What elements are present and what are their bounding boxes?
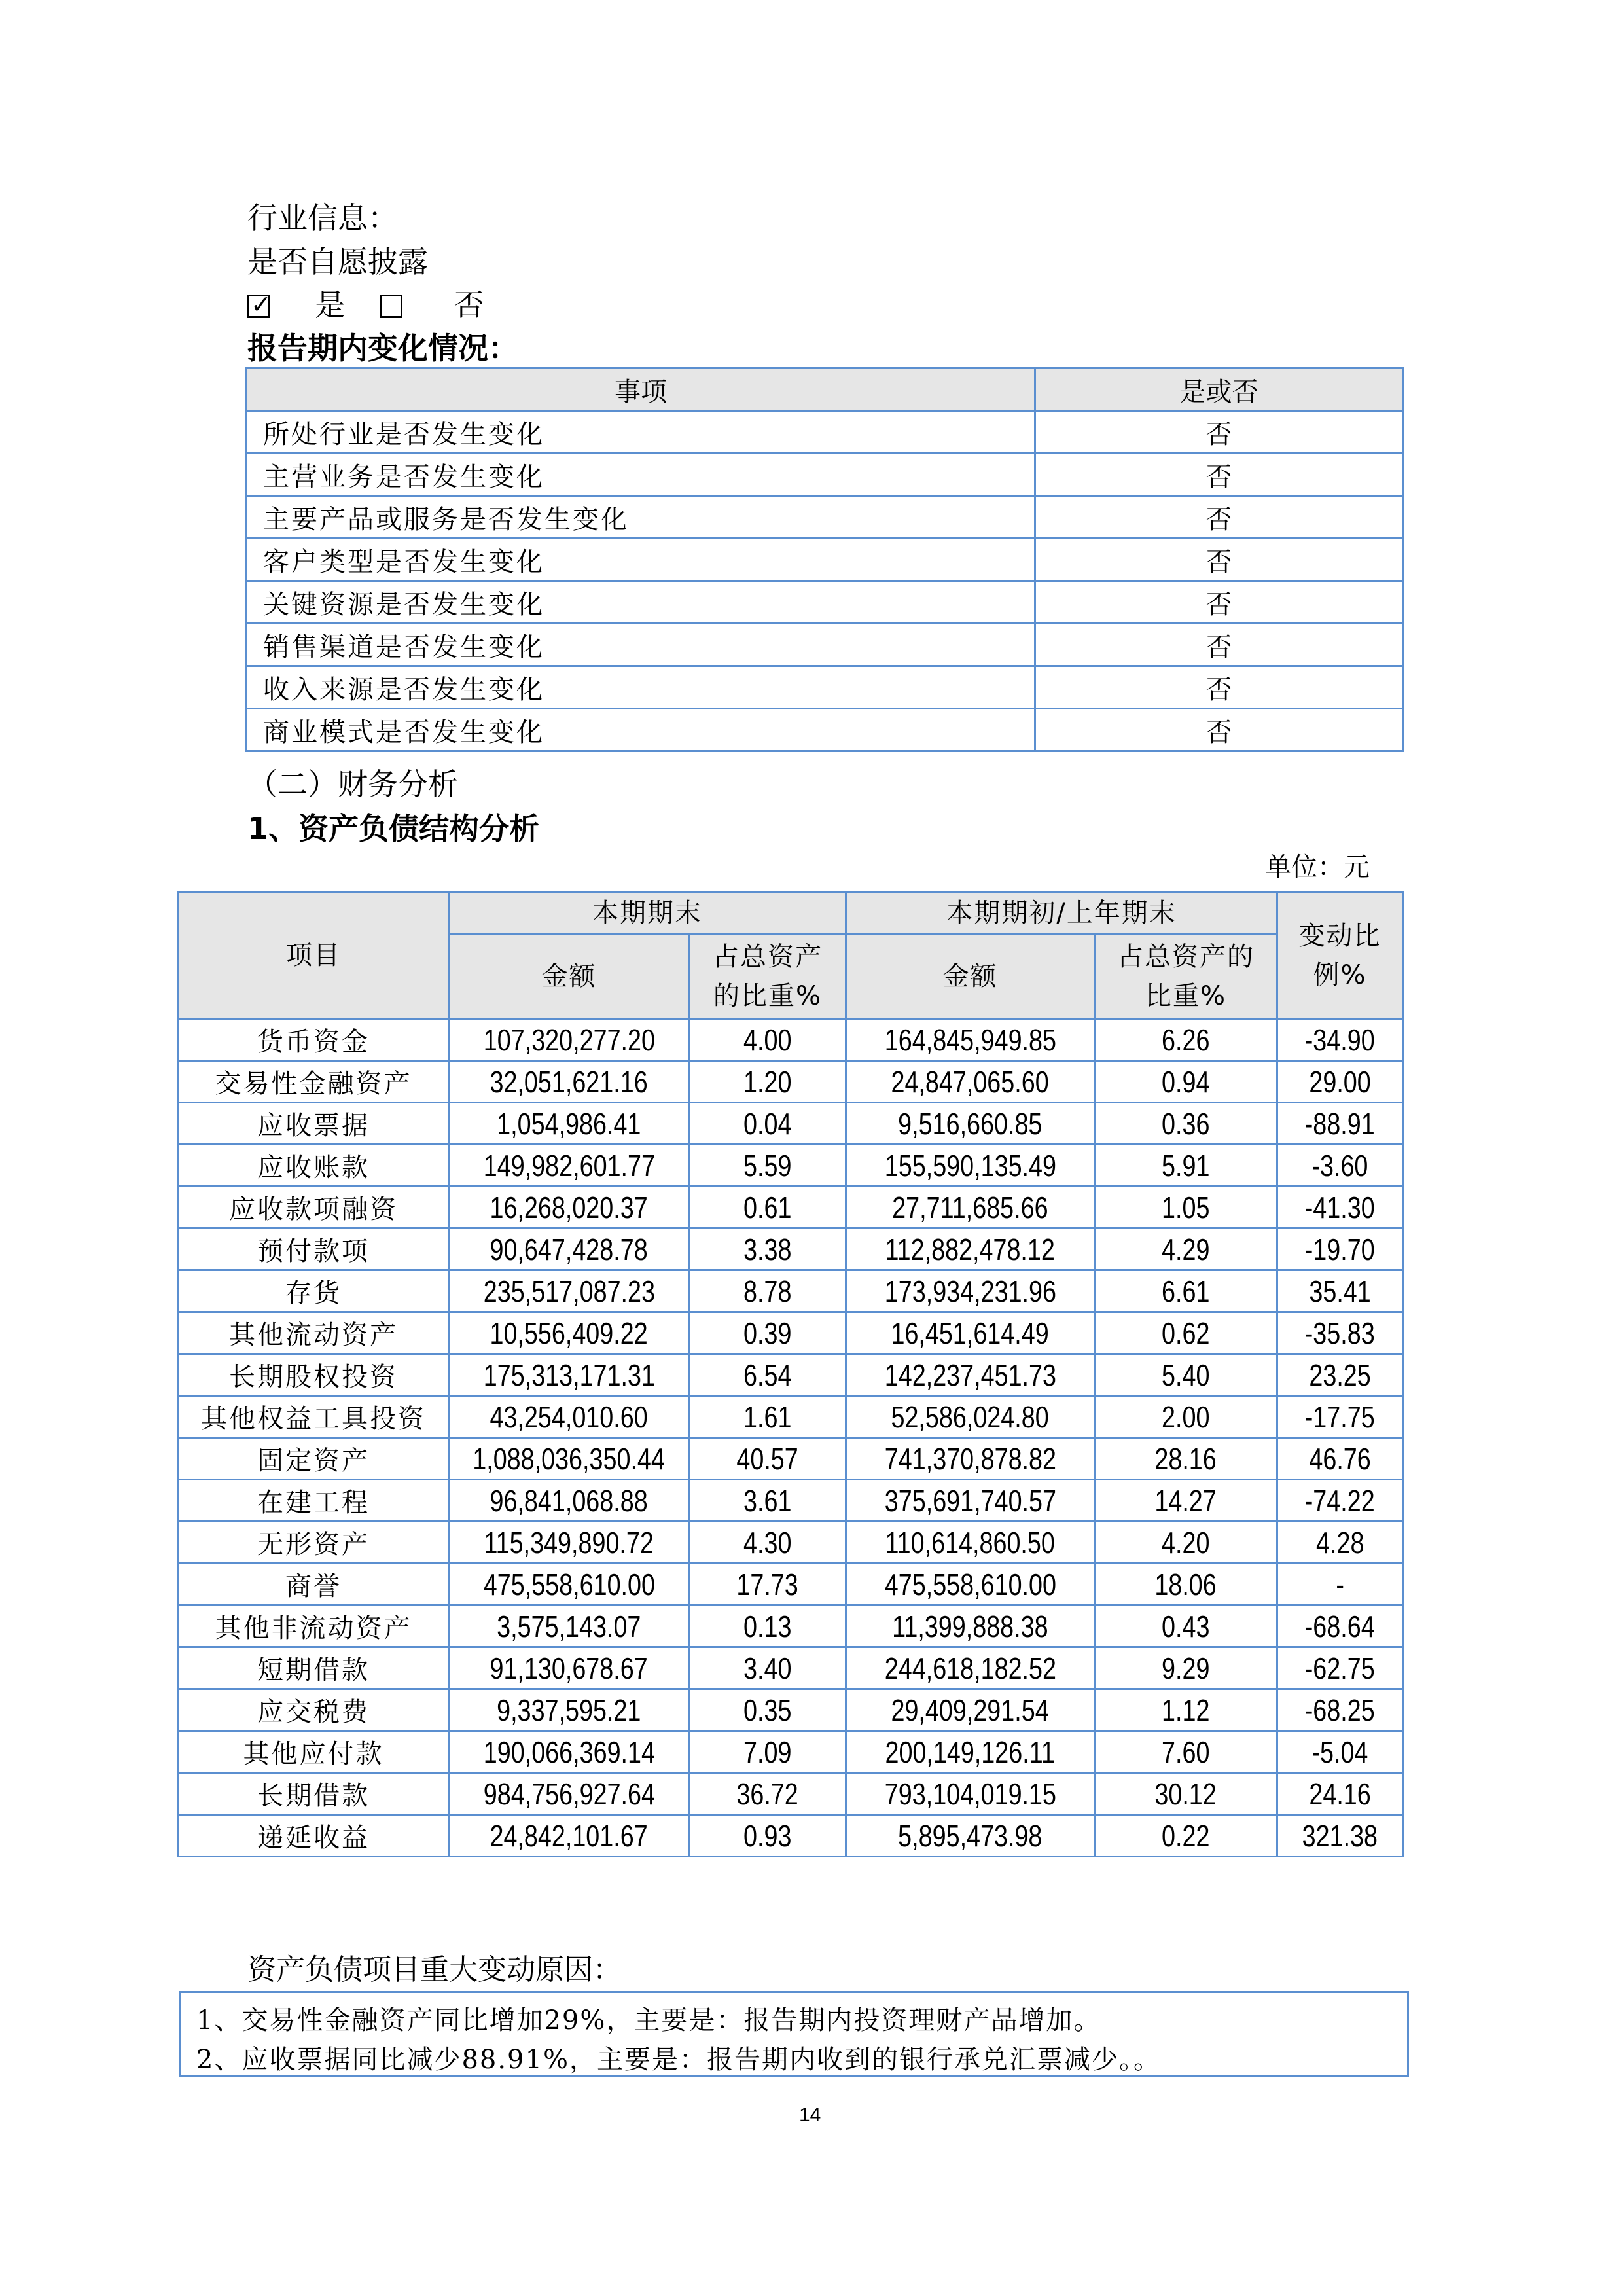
prior-ratio: 4.20: [1095, 1522, 1277, 1564]
current-ratio: 17.73: [690, 1564, 846, 1605]
change-reason-line: 2、应收票据同比减少88.91%，主要是：报告期内收到的银行承兑汇票减少。。: [196, 2045, 1161, 2075]
checkbox-yes[interactable]: [247, 295, 270, 318]
prior-ratio: 0.94: [1095, 1061, 1277, 1103]
balance-item: 长期借款: [179, 1773, 449, 1815]
change-ratio: -74.22: [1277, 1480, 1403, 1522]
prior-amount: 16,451,614.49: [846, 1312, 1095, 1354]
prior-ratio: 5.91: [1095, 1145, 1277, 1187]
balance-table-row: [179, 1689, 1403, 1731]
change-ratio: 29.00: [1277, 1061, 1403, 1103]
prior-amount: 110,614,860.50: [846, 1522, 1095, 1564]
prior-amount: 29,409,291.54: [846, 1689, 1095, 1731]
prior-amount: 112,882,478.12: [846, 1229, 1095, 1270]
change-ratio: -19.70: [1277, 1229, 1403, 1270]
checkbox-no[interactable]: [380, 295, 402, 318]
header-current-amount: 金额: [449, 935, 690, 1019]
prior-amount: 244,618,182.52: [846, 1647, 1095, 1689]
prior-ratio: 1.12: [1095, 1689, 1277, 1731]
current-amount: 16,268,020.37: [449, 1187, 690, 1229]
section-title: （二）财务分析: [247, 766, 458, 802]
balance-table-row: [179, 1773, 1403, 1815]
change-ratio: -35.83: [1277, 1312, 1403, 1354]
prior-amount: 200,149,126.11: [846, 1731, 1095, 1773]
prior-ratio: 28.16: [1095, 1438, 1277, 1480]
change-ratio: -68.25: [1277, 1689, 1403, 1731]
balance-item: 应收账款: [179, 1145, 449, 1187]
changes-table: [245, 367, 1404, 752]
change-value: 否: [1035, 411, 1403, 454]
header-prior-ratio: 占总资产的比重%: [1095, 935, 1277, 1019]
current-ratio: 3.61: [690, 1480, 846, 1522]
changes-table-header: [247, 368, 1403, 411]
balance-table-row: [179, 1061, 1403, 1103]
balance-table-row: [179, 1354, 1403, 1396]
subsection-title: 1、资产负债结构分析: [247, 811, 540, 846]
current-amount: 175,313,171.31: [449, 1354, 690, 1396]
current-ratio: 0.61: [690, 1187, 846, 1229]
prior-amount: 741,370,878.82: [846, 1438, 1095, 1480]
prior-ratio: 14.27: [1095, 1480, 1277, 1522]
prior-amount: 475,558,610.00: [846, 1564, 1095, 1605]
option-no-label: 否: [454, 287, 484, 323]
balance-table-row: [179, 1229, 1403, 1270]
prior-ratio: 1.05: [1095, 1187, 1277, 1229]
header-current-ratio: 占总资产的比重%: [690, 935, 846, 1019]
change-ratio: 4.28: [1277, 1522, 1403, 1564]
change-value: 否: [1035, 709, 1403, 751]
balance-item: 应收款项融资: [179, 1187, 449, 1229]
change-item: 所处行业是否发生变化: [247, 411, 1035, 454]
current-ratio: 7.09: [690, 1731, 846, 1773]
balance-table-row: [179, 1019, 1403, 1061]
balance-table-row: [179, 1396, 1403, 1438]
prior-amount: 375,691,740.57: [846, 1480, 1095, 1522]
change-ratio: -3.60: [1277, 1145, 1403, 1187]
balance-item: 短期借款: [179, 1647, 449, 1689]
prior-amount: 5,895,473.98: [846, 1815, 1095, 1857]
changes-table-row: [247, 496, 1403, 539]
change-reason-line: 1、交易性金融资产同比增加29%，主要是：报告期内投资理财产品增加。: [196, 2005, 1101, 2036]
change-value: 否: [1035, 539, 1403, 581]
balance-table-row: [179, 1564, 1403, 1605]
balance-item: 长期股权投资: [179, 1354, 449, 1396]
current-amount: 190,066,369.14: [449, 1731, 690, 1773]
prior-amount: 164,845,949.85: [846, 1019, 1095, 1061]
prior-amount: 24,847,065.60: [846, 1061, 1095, 1103]
prior-amount: 27,711,685.66: [846, 1187, 1095, 1229]
change-reasons-title: 资产负债项目重大变动原因：: [247, 1953, 622, 1986]
change-ratio: 35.41: [1277, 1270, 1403, 1312]
current-amount: 1,054,986.41: [449, 1103, 690, 1145]
current-ratio: 1.61: [690, 1396, 846, 1438]
balance-table-row: [179, 1731, 1403, 1773]
current-amount: 1,088,036,350.44: [449, 1438, 690, 1480]
change-item: 收入来源是否发生变化: [247, 666, 1035, 709]
change-item: 商业模式是否发生变化: [247, 709, 1035, 751]
prior-ratio: 9.29: [1095, 1647, 1277, 1689]
balance-item: 应收票据: [179, 1103, 449, 1145]
balance-item: 商誉: [179, 1564, 449, 1605]
prior-amount: 9,516,660.85: [846, 1103, 1095, 1145]
changes-table-row: [247, 411, 1403, 454]
header-change-ratio: 变动比例%: [1277, 892, 1403, 1019]
balance-item: 其他权益工具投资: [179, 1396, 449, 1438]
balance-item: 货币资金: [179, 1019, 449, 1061]
change-ratio: 321.38: [1277, 1815, 1403, 1857]
current-amount: 984,756,927.64: [449, 1773, 690, 1815]
change-ratio: -34.90: [1277, 1019, 1403, 1061]
option-yes-label: 是: [315, 287, 346, 323]
balance-table-row: [179, 1605, 1403, 1647]
prior-ratio: 5.40: [1095, 1354, 1277, 1396]
changes-table-row: [247, 709, 1403, 751]
prior-ratio: 18.06: [1095, 1564, 1277, 1605]
prior-ratio: 0.43: [1095, 1605, 1277, 1647]
current-ratio: 4.30: [690, 1522, 846, 1564]
change-ratio: -: [1277, 1564, 1403, 1605]
current-amount: 3,575,143.07: [449, 1605, 690, 1647]
balance-item: 无形资产: [179, 1522, 449, 1564]
current-ratio: 0.13: [690, 1605, 846, 1647]
changes-table-row: [247, 454, 1403, 496]
balance-table-row: [179, 1270, 1403, 1312]
current-ratio: 1.20: [690, 1061, 846, 1103]
change-value: 否: [1035, 496, 1403, 539]
current-amount: 91,130,678.67: [449, 1647, 690, 1689]
balance-table-row: [179, 1103, 1403, 1145]
change-value: 否: [1035, 454, 1403, 496]
prior-ratio: 0.36: [1095, 1103, 1277, 1145]
current-amount: 90,647,428.78: [449, 1229, 690, 1270]
disclosure-options: [247, 285, 484, 325]
balance-item: 交易性金融资产: [179, 1061, 449, 1103]
changes-title: 报告期内变化情况：: [247, 331, 518, 366]
balance-item: 其他应付款: [179, 1731, 449, 1773]
header-prior-period: 本期期初/上年期末: [846, 892, 1277, 935]
current-ratio: 0.35: [690, 1689, 846, 1731]
balance-structure-table: [177, 891, 1404, 1857]
header-prior-amount: 金额: [846, 935, 1095, 1019]
current-ratio: 0.93: [690, 1815, 846, 1857]
current-ratio: 0.39: [690, 1312, 846, 1354]
prior-ratio: 7.60: [1095, 1731, 1277, 1773]
prior-ratio: 2.00: [1095, 1396, 1277, 1438]
header-item: 事项: [247, 368, 1035, 411]
change-ratio: -41.30: [1277, 1187, 1403, 1229]
balance-item: 存货: [179, 1270, 449, 1312]
balance-item: 递延收益: [179, 1815, 449, 1857]
unit-label: 单位：元: [1265, 852, 1370, 882]
prior-amount: 52,586,024.80: [846, 1396, 1095, 1438]
current-amount: 115,349,890.72: [449, 1522, 690, 1564]
change-item: 主营业务是否发生变化: [247, 454, 1035, 496]
current-amount: 43,254,010.60: [449, 1396, 690, 1438]
balance-table-row: [179, 1647, 1403, 1689]
changes-table-row: [247, 581, 1403, 624]
current-ratio: 0.04: [690, 1103, 846, 1145]
current-ratio: 6.54: [690, 1354, 846, 1396]
prior-amount: 155,590,135.49: [846, 1145, 1095, 1187]
balance-table-row: [179, 1187, 1403, 1229]
balance-item: 预付款项: [179, 1229, 449, 1270]
current-ratio: 3.38: [690, 1229, 846, 1270]
balance-table-row: [179, 1145, 1403, 1187]
balance-item: 应交税费: [179, 1689, 449, 1731]
current-amount: 9,337,595.21: [449, 1689, 690, 1731]
change-ratio: -88.91: [1277, 1103, 1403, 1145]
current-ratio: 36.72: [690, 1773, 846, 1815]
prior-amount: 11,399,888.38: [846, 1605, 1095, 1647]
change-value: 否: [1035, 624, 1403, 666]
balance-table-header-row-1: [179, 892, 1403, 935]
balance-table-row: [179, 1480, 1403, 1522]
prior-ratio: 4.29: [1095, 1229, 1277, 1270]
balance-table-row: [179, 1522, 1403, 1564]
balance-item: 其他流动资产: [179, 1312, 449, 1354]
prior-ratio: 6.61: [1095, 1270, 1277, 1312]
change-item: 主要产品或服务是否发生变化: [247, 496, 1035, 539]
balance-table-row: [179, 1312, 1403, 1354]
prior-amount: 173,934,231.96: [846, 1270, 1095, 1312]
current-amount: 107,320,277.20: [449, 1019, 690, 1061]
change-ratio: 23.25: [1277, 1354, 1403, 1396]
header-yes-no: 是或否: [1035, 368, 1403, 411]
current-amount: 24,842,101.67: [449, 1815, 690, 1857]
change-ratio: 24.16: [1277, 1773, 1403, 1815]
header-current-period: 本期期末: [449, 892, 846, 935]
prior-ratio: 6.26: [1095, 1019, 1277, 1061]
balance-table-row: [179, 1438, 1403, 1480]
industry-info-title: 行业信息：: [247, 200, 398, 236]
changes-table-row: [247, 666, 1403, 709]
prior-amount: 142,237,451.73: [846, 1354, 1095, 1396]
current-amount: 149,982,601.77: [449, 1145, 690, 1187]
current-amount: 475,558,610.00: [449, 1564, 690, 1605]
current-ratio: 40.57: [690, 1438, 846, 1480]
header-item: 项目: [179, 892, 449, 1019]
change-value: 否: [1035, 581, 1403, 624]
change-ratio: -62.75: [1277, 1647, 1403, 1689]
current-amount: 10,556,409.22: [449, 1312, 690, 1354]
current-amount: 235,517,087.23: [449, 1270, 690, 1312]
prior-ratio: 0.22: [1095, 1815, 1277, 1857]
current-amount: 32,051,621.16: [449, 1061, 690, 1103]
balance-item: 固定资产: [179, 1438, 449, 1480]
current-ratio: 4.00: [690, 1019, 846, 1061]
prior-ratio: 30.12: [1095, 1773, 1277, 1815]
change-item: 销售渠道是否发生变化: [247, 624, 1035, 666]
voluntary-disclosure-label: 是否自愿披露: [247, 244, 428, 279]
page-number: 14: [799, 2104, 821, 2126]
change-ratio: -68.64: [1277, 1605, 1403, 1647]
current-ratio: 8.78: [690, 1270, 846, 1312]
current-ratio: 3.40: [690, 1647, 846, 1689]
prior-ratio: 0.62: [1095, 1312, 1277, 1354]
balance-item: 其他非流动资产: [179, 1605, 449, 1647]
current-amount: 96,841,068.88: [449, 1480, 690, 1522]
current-ratio: 5.59: [690, 1145, 846, 1187]
changes-table-row: [247, 624, 1403, 666]
change-ratio: -17.75: [1277, 1396, 1403, 1438]
change-value: 否: [1035, 666, 1403, 709]
change-item: 关键资源是否发生变化: [247, 581, 1035, 624]
change-ratio: -5.04: [1277, 1731, 1403, 1773]
change-ratio: 46.76: [1277, 1438, 1403, 1480]
change-item: 客户类型是否发生变化: [247, 539, 1035, 581]
changes-table-row: [247, 539, 1403, 581]
balance-item: 在建工程: [179, 1480, 449, 1522]
change-reasons-box: [179, 1991, 1409, 2077]
balance-table-row: [179, 1815, 1403, 1857]
prior-amount: 793,104,019.15: [846, 1773, 1095, 1815]
